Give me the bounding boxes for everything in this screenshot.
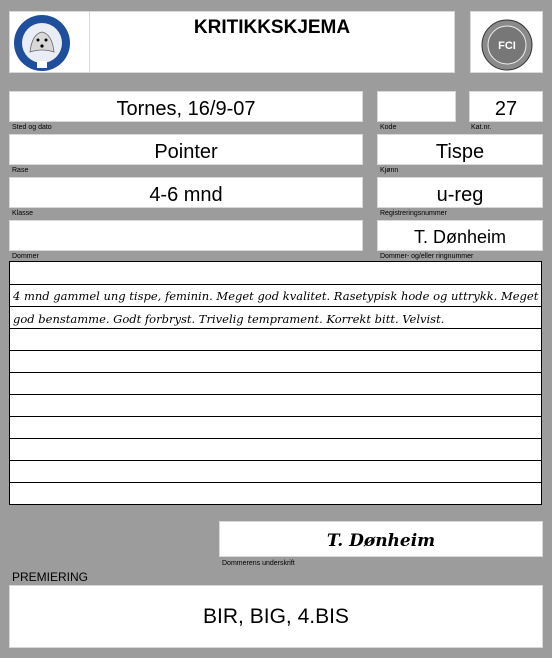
kode-field [377, 91, 456, 122]
klasse-label: Klasse [12, 210, 34, 217]
critique-line: god benstamme. Godt forbryst. Trivelig temprament. Korrekt bitt. Velvist. [13, 312, 445, 326]
title-box [89, 11, 455, 73]
premiering-value: BIR, BIG, 4.BIS [203, 605, 349, 628]
sted-og-dato-value: Tornes, 16/9-07 [116, 98, 256, 120]
dommer-ringnummer-label: Dommer- og/eller ringnummer [380, 253, 474, 260]
kjonn-field [377, 134, 543, 165]
critique-line: 4 mnd gammel ung tispe, feminin. Meget god kvalitet. Rasetypisk hode og uttrykk. Meget [13, 289, 539, 303]
rase-value: Pointer [154, 141, 218, 163]
registreringsnummer-value: u-reg [436, 184, 484, 206]
registreringsnummer-label: Registreringsnummer [380, 210, 447, 217]
dommer-ringnummer-value: T. Dønheim [413, 227, 507, 247]
page-title: KRITIKKSKJEMA [193, 17, 351, 38]
katnr-label: Kat.nr. [471, 124, 492, 131]
signature-field [219, 521, 543, 557]
rase-label: Rase [12, 167, 29, 174]
signature-label: Dommerens underskrift [222, 560, 295, 567]
premiering-label: PREMIERING [12, 570, 89, 584]
katnr-field [469, 91, 543, 122]
fci-logo [471, 12, 544, 74]
kode-label: Kode [380, 124, 397, 131]
premiering-field [9, 585, 543, 648]
signature-value: T. Dønheim [326, 531, 436, 551]
sted-og-dato-label: Sted og dato [12, 124, 52, 131]
sted-og-dato-field [9, 91, 363, 122]
registreringsnummer-field [377, 177, 543, 208]
klasse-value: 4-6 mnd [149, 184, 223, 206]
rase-field [9, 134, 363, 165]
kjonn-value: Tispe [435, 141, 485, 163]
klasse-field [9, 177, 363, 208]
critique-box [9, 261, 542, 505]
dommer-field [9, 220, 363, 251]
katnr-value: 27 [494, 98, 518, 120]
dommer-label: Dommer [12, 253, 39, 260]
svg-text:FCI: FCI [498, 40, 516, 52]
kjonn-label: Kjønn [380, 167, 399, 174]
dommer-ringnummer-field [377, 220, 543, 251]
right-logo-box [470, 11, 543, 73]
